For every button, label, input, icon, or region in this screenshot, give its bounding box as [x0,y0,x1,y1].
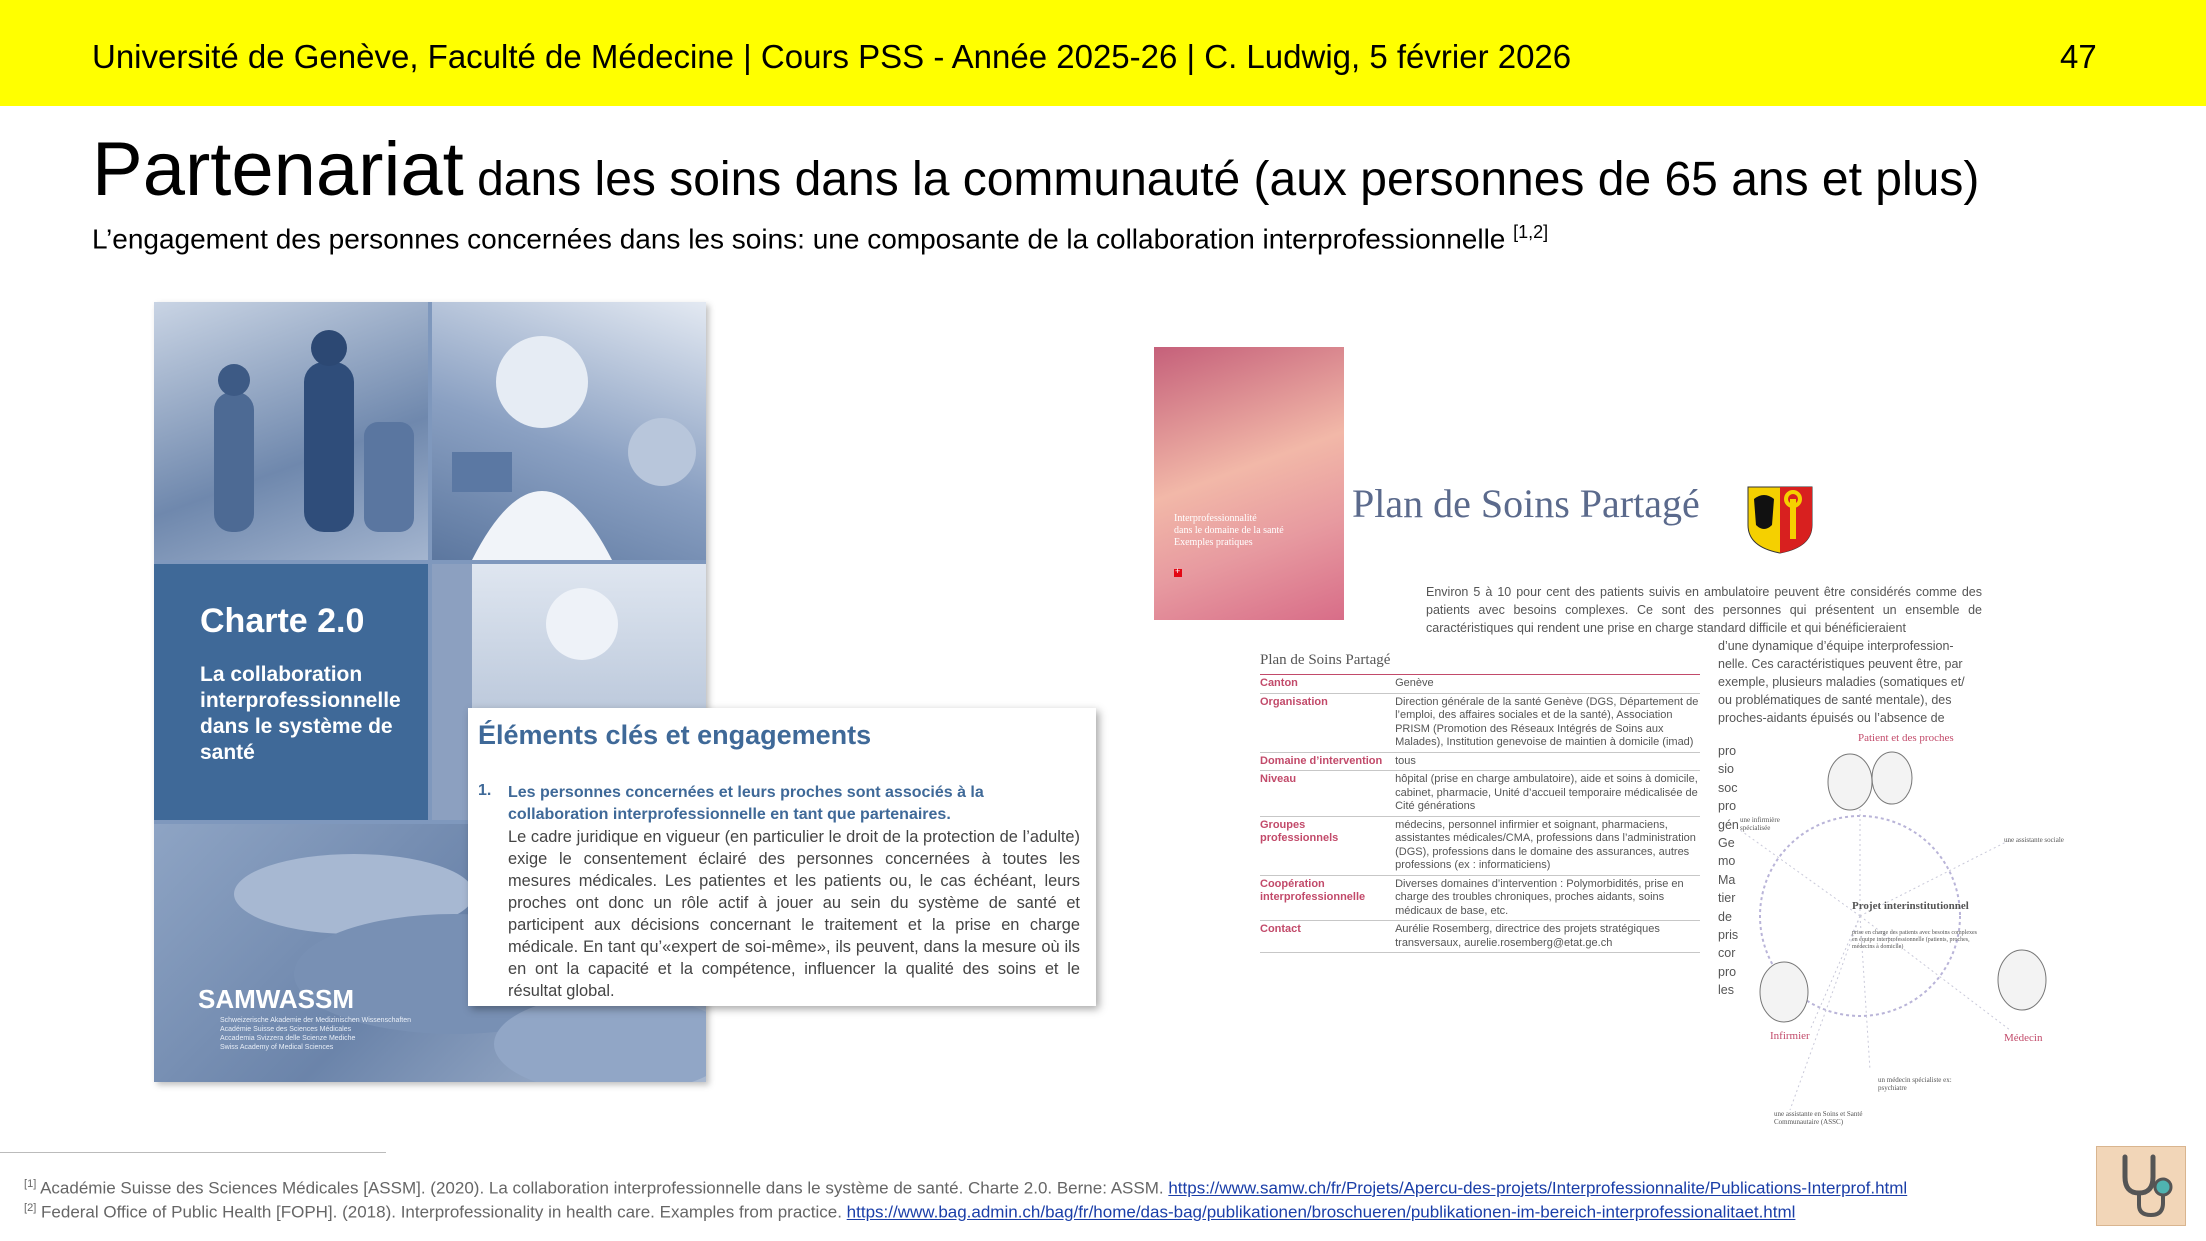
truncated-word: pris [1718,928,1739,943]
table-row [1260,675,1700,694]
subtitle-refs: [1,2] [1513,222,1549,242]
table-label: Canton [1260,677,1298,689]
elements-heading: Les personnes concernées et leurs proches sont associés à la collaboration interprofessionnelle en tant que partenaires. [508,784,984,823]
subtitle [92,222,1548,255]
truncated-word: les [1718,983,1734,998]
truncated-word: Ma [1718,872,1736,887]
photo-hospital-corridor [154,302,428,560]
plan-soins-table-title: Plan de Soins Partagé [1260,652,1391,668]
header-band [0,0,2206,106]
logo-line: Schweizerische Akademie der Medizinischen Wissenschaften [220,1017,412,1024]
table-row [1260,921,1700,953]
elements-cles-box [468,708,1096,1006]
table-label: Organisation [1260,695,1328,708]
plan-soins-title: Plan de Soins Partagé [1352,481,1700,526]
elements-body: Le cadre juridique en vigueur (en particulier le droit de la protection de l’adulte) exige le consentement éclairé des personnes concernées à toutes les mesures médicales. Les patientes et les patients ou, le cas échéant, leurs proches ont donc un rôle actif à jouer au sein du système de santé et participent aux décisions concernant le traitement et la prise en charge médicale. En tant qu’«expert de soi-même», ils peuvent, dans la mesure où ils en ont la capacité et la compétence, influencer la qualité des soins et le résultat global. [508,828,1080,1000]
diagram-center-title: Projet interinstitutionnel [1852,900,1969,912]
logo-line: Accademia Svizzera delle Scienze Mediche [220,1035,356,1042]
diagram-assistante-sociale: une assistante sociale [2004,836,2064,844]
samw-assm-logo: SAMWASSM [198,984,354,1014]
truncated-word: tier [1718,891,1736,906]
charte-subtitle: La collaboration interprofessionnelle dans le système de santé [200,663,401,764]
diagram-medecin-label: Médecin [2004,1032,2043,1044]
plan-soins-intro: Environ 5 à 10 pour cent des patients suivis en ambulatoire peuvent être considérés comme des patients avec besoins complexes. Ce sont des personnes qui présentent un ensemble de caractéristiques qui rendent une prise en charge standard difficile et qui bénéficieraient [1426,585,1982,635]
photo-smiling-doctor [432,302,706,560]
table-value: Diverses domaines d’intervention : Polymorbidités, prise en charge des troubles chroniques, proches aidants, soins médicaux de base, etc. [1395,877,1684,917]
table-value: Genève [1395,677,1434,689]
truncated-word: de [1718,909,1732,924]
title-rest: dans les soins dans la communauté (aux personnes de 65 ans et plus) [463,153,1980,206]
ip-cover-text [1174,513,1284,549]
table-label: Contact [1260,923,1301,935]
truncated-word: pro [1718,744,1737,758]
footnote-1 [24,1178,1907,1199]
table-row [1260,876,1700,922]
logo-lines [220,1016,411,1052]
subtitle-text: L’engagement des personnes concernées dans les soins: une composante de la collaboration interprofessionnelle [92,223,1514,255]
footnote-text: Federal Office of Public Health [FOPH]. (2018). Interprofessionality in health care. Examples from practice. [36,1202,847,1222]
diagram-medecin-specialiste: un médecin spécialiste ex: psychiatre [1878,1076,1952,1092]
table-value: tous [1395,754,1416,767]
elements-title: Éléments clés et engagements [478,720,872,750]
footnote-text: Académie Suisse des Sciences Médicales [ASSM]. (2020). La collaboration interprofessionnelle dans le système de santé. Charte 2.0. Berne: ASSM. [36,1178,1169,1198]
table-row [1260,771,1700,817]
plan-soins-table [1260,674,1700,953]
footnote-link[interactable]: https://www.bag.admin.ch/bag/fr/home/das-bag/publikationen/broschueren/publikationen-im-bereich-interprofessionalitaet.html [846,1202,1796,1222]
plan-soins-right-text: d’une dynamique d’équipe interprofession-nelle. Ces caractéristiques peuvent être, par exemple, plusieurs maladies (somatiques et/ ou problématiques de santé mentale), des proches-aidants épuisés ou l’absence de [1718,639,1965,725]
doctor-figure [432,302,706,560]
charte-title: Charte 2.0 [200,602,365,640]
truncated-word: pro [1718,964,1737,979]
slide-number: 47 [2060,38,2097,75]
table-row [1260,694,1700,753]
truncated-word: mo [1718,854,1736,869]
page-title [92,127,1980,212]
diagram-patients-label: Patient et des proches [1858,732,1954,744]
table-value: médecins, personnel infirmier et soignant, pharmaciens, assistantes médicales/CMA, professions dans l’administration (DGS), professions dans le domaine des assurances, autres professions (ex : informaticiens) [1395,818,1696,871]
care-network-diagram [1740,730,2086,1130]
table-row [1260,753,1700,772]
logo-line: Académie Suisse des Sciences Médicales [220,1026,352,1033]
stethoscope-icon [2096,1146,2186,1226]
ip-cover-line: dans le domaine de la santé [1174,525,1284,536]
truncated-word: Ge [1718,836,1735,851]
truncated-word: cor [1718,946,1736,961]
table-value: Aurélie Rosemberg, directrice des projets stratégiques transversaux, aurelie.rosemberg@etat.ge.ch [1395,923,1660,949]
footnote-mark: [2] [24,1202,37,1214]
elements-number: 1. [478,782,492,799]
swiss-flag-icon [1174,569,1182,577]
table-value: Direction générale de la santé Genève (DGS, Département de l’emploi, des affaires sociales et de la santé), Association PRISM (Promotion des Réseaux Intégrés de Soins aux Malades), Institution genevoise de maintien à domicile (imad) [1395,695,1699,748]
footnote-divider [0,1152,386,1153]
interprofessionnalite-cover [1154,347,1344,620]
truncated-word: soc [1718,780,1738,795]
title-main: Partenariat [92,127,464,212]
geneva-crest-icon [1746,485,1814,555]
table-label: Domaine d’intervention [1260,754,1383,767]
ip-cover-line: Exemples pratiques [1174,537,1253,548]
footnote-2 [24,1202,1795,1223]
diagram-center-text: prise en charge des patients avec besoins complexes en équipe interprofessionnelle (patients, proches, médecins à domicile) [1852,930,1978,950]
corridor-figures [154,302,428,560]
table-label: Niveau [1260,773,1297,785]
header-text: Université de Genève, Faculté de Médecine | Cours PSS - Année 2025-26 | C. Ludwig, 5 février 2026 [92,38,1572,75]
diagram-infirmiere-specialisee: une infirmière spécialisée [1740,816,1780,832]
logo-line: Swiss Academy of Medical Sciences [220,1044,334,1051]
truncated-word: gén [1718,817,1739,832]
footnote-mark: [1] [24,1178,37,1190]
diagram-infirmier-label: Infirmier [1770,1030,1810,1042]
footnote-link[interactable]: https://www.samw.ch/fr/Projets/Apercu-des-projets/Interprofessionnalite/Publications-Interprof.html [1168,1178,1908,1198]
diagram-assc: une assistante en Soins et Santé Communautaire (ASSC) [1774,1110,1863,1126]
truncated-word: pro [1718,799,1737,814]
table-label: Coopération interprofessionnelle [1260,877,1366,903]
truncated-word: sio [1718,762,1734,777]
table-row [1260,817,1700,876]
table-label: Groupes professionnels [1260,818,1339,844]
table-value: hôpital (prise en charge ambulatoire), aide et soins à domicile, cabinet, pharmacie, Unité d’accueil temporaire médicalisée de Cité générations [1395,773,1698,812]
ip-cover-line: Interprofessionnalité [1174,513,1257,524]
